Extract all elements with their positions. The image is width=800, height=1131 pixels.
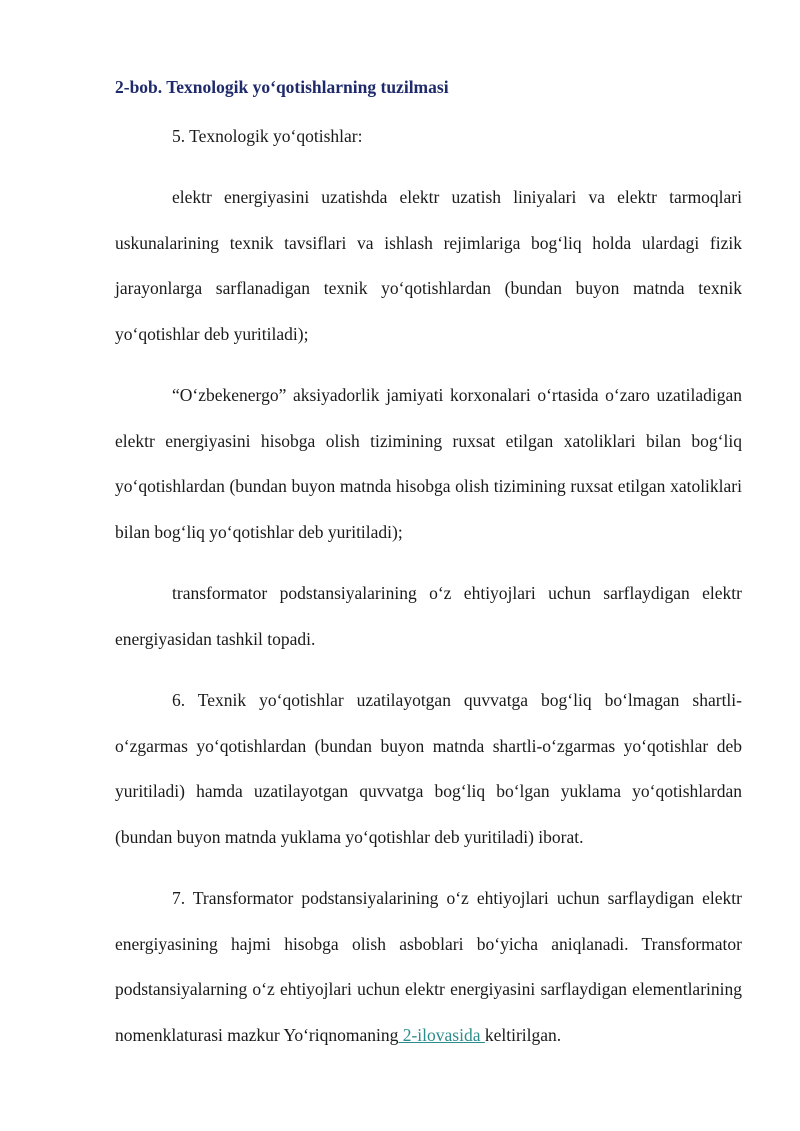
paragraph-item-6: 6. Texnik yo‘qotishlar uzatilayotgan quvvatga bog‘liq bo‘lmagan shartli-o‘zgarmas yo‘qotishlardan (bundan buyon matnda shartli-o‘zgarmas yo‘qotishlar deb yuritiladi) hamda uzatilayotgan quvvatga bog‘liq bo‘lgan yuklama yo‘qotishlardan (bundan buyon matnda yuklama yo‘qotishlar deb yuritiladi) iborat. — [115, 690, 742, 847]
paragraph-item-7 — [115, 876, 742, 1058]
paragraph-metering-errors: “O‘zbekenergo” aksiyadorlik jamiyati korxonalari o‘rtasida o‘zaro uzatiladigan elektr energiyasini hisobga olish tizimining ruxsat etilgan xatoliklari bilan bog‘liq yo‘qotishlardan (bundan buyon matnda hisobga olish tizimining ruxsat etilgan xatoliklari bilan bog‘liq yo‘qotishlar deb yuritiladi); — [115, 385, 742, 542]
paragraph-item-5: 5. Texnologik yo‘qotishlar: — [172, 126, 363, 146]
paragraph-item-7-tail: keltirilgan. — [484, 1024, 562, 1045]
appendix-2-link[interactable]: 2-ilovasida — [398, 1024, 485, 1045]
paragraph-item-7-text: 7. Transformator podstansiyalarining o‘z ehtiyojlari uchun sarflaydigan elektr energiyasining hajmi hisobga olish asboblari bo‘yicha aniqlanadi. Transformator podstansiyalarning o‘z ehtiyojlari uchun elektr energiyasini sarflaydigan elementlarining nomenklaturasi mazkur Yo‘riqnomaning — [115, 888, 742, 1045]
section-heading: 2-bob. Texnologik yo‘qotishlarning tuzilmasi — [115, 77, 449, 97]
paragraph-technical-losses: elektr energiyasini uzatishda elektr uzatish liniyalari va elektr tarmoqlari uskunalarining texnik tavsiflari va ishlash rejimlariga bog‘liq holda ulardagi fizik jarayonlarga sarflanadigan texnik yo‘qotishlardan (bundan buyon matnda texnik yo‘qotishlar deb yuritiladi); — [115, 187, 742, 344]
paragraph-substation-needs: transformator podstansiyalarining o‘z ehtiyojlari uchun sarflaydigan elektr energiyasidan tashkil topadi. — [115, 583, 742, 649]
